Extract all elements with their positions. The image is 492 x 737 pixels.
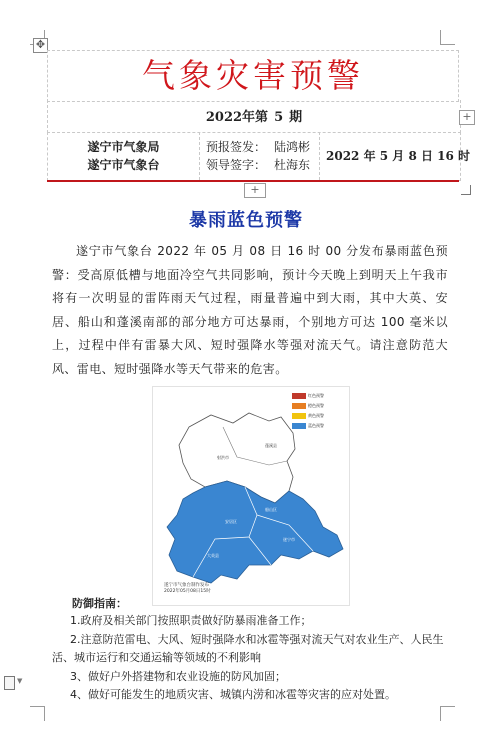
map-label: 大英县: [207, 553, 219, 558]
guide-item: 1.政府及相关部门按照职责做好防暴雨准备工作；: [70, 614, 312, 627]
chevron-down-icon[interactable]: ▼: [17, 677, 23, 685]
map-label: 遂宁市: [283, 537, 295, 542]
guide-list: [52, 612, 452, 705]
issuer-cell: [48, 132, 200, 180]
issue-row: [47, 100, 461, 133]
info-row: [47, 132, 471, 181]
guide-title: 防御指南：: [72, 597, 127, 610]
map-label: 蓬溪县: [265, 443, 277, 448]
document-title: 气象灾害预警: [142, 56, 364, 95]
forecaster-label: 预报签发：: [206, 140, 267, 154]
map-region-blue: [167, 481, 343, 583]
issue-suffix: 期: [289, 110, 303, 125]
header-title-row: [47, 50, 459, 102]
warning-title: 暴雨蓝色预警: [189, 210, 303, 231]
crop-mark-bottom-right: [440, 706, 455, 721]
map-label: 安居区: [225, 519, 237, 524]
issue-number: 5: [274, 110, 284, 125]
legend-item-orange: 橙色预警: [292, 402, 324, 410]
signature-cell: [200, 132, 320, 180]
crop-mark-bottom-left: [30, 706, 45, 721]
map-legend: [292, 392, 324, 432]
add-column-button[interactable]: +: [459, 110, 475, 125]
legend-item-blue: 蓝色预警: [292, 422, 324, 430]
table-resize-handle[interactable]: [461, 185, 471, 195]
map-label: 船山区: [265, 507, 277, 512]
warning-body: 遂宁市气象台 2022 年 05 月 08 日 16 时 00 分发布暴雨蓝色预警：受高原低槽与地面冷空气共同影响，预计今天晚上到明天上午我市将有一次明显的雷阵雨天气过程，雨量普遍中到大雨，其中大英、安居、船山和蓬溪南部的部分地方可达暴雨，个别地方可达 100 毫米以上，过程中伴有雷暴大风、短时强降水等强对流天气。请注意防范大风、雷电、短时强降水等天气带来的危害。: [52, 244, 448, 376]
guide-item: 4、做好可能发生的地质灾害、城镇内涝和冰雹等灾害的应对处置。: [70, 688, 396, 701]
map-note: 遂宁市气象台制作发布 2022年05月08日15时: [164, 583, 211, 594]
issue-datetime: 2022 年 5 月 8 日 16 时: [326, 149, 471, 163]
map-label: 射洪市: [217, 455, 229, 460]
guide-item: 2.注意防范雷电、大风、短时强降水和冰雹等强对流天气对农业生产、人民生活、城市运行和交通运输等领域的不利影响: [52, 632, 444, 664]
issue-year-label: 2022年第: [205, 110, 269, 125]
legend-item-yellow: 黄色预警: [292, 412, 324, 420]
guide-item: 3、做好户外搭建物和农业设施的防风加固；: [70, 669, 286, 683]
leader-name: 杜海东: [274, 158, 311, 172]
document-icon[interactable]: [4, 676, 15, 690]
red-divider: [47, 180, 459, 182]
crop-mark-top-right: [440, 30, 455, 45]
forecaster-name: 陆鸿彬: [274, 140, 311, 154]
legend-item-red: 红色预警: [292, 392, 324, 400]
issuer-line-2: 遂宁市气象台: [87, 158, 160, 172]
add-row-button[interactable]: +: [244, 183, 266, 198]
issuer-line-1: 遂宁市气象局: [87, 140, 160, 154]
leader-label: 领导签字：: [206, 158, 267, 172]
table-move-handle-icon[interactable]: ✥: [33, 38, 48, 53]
